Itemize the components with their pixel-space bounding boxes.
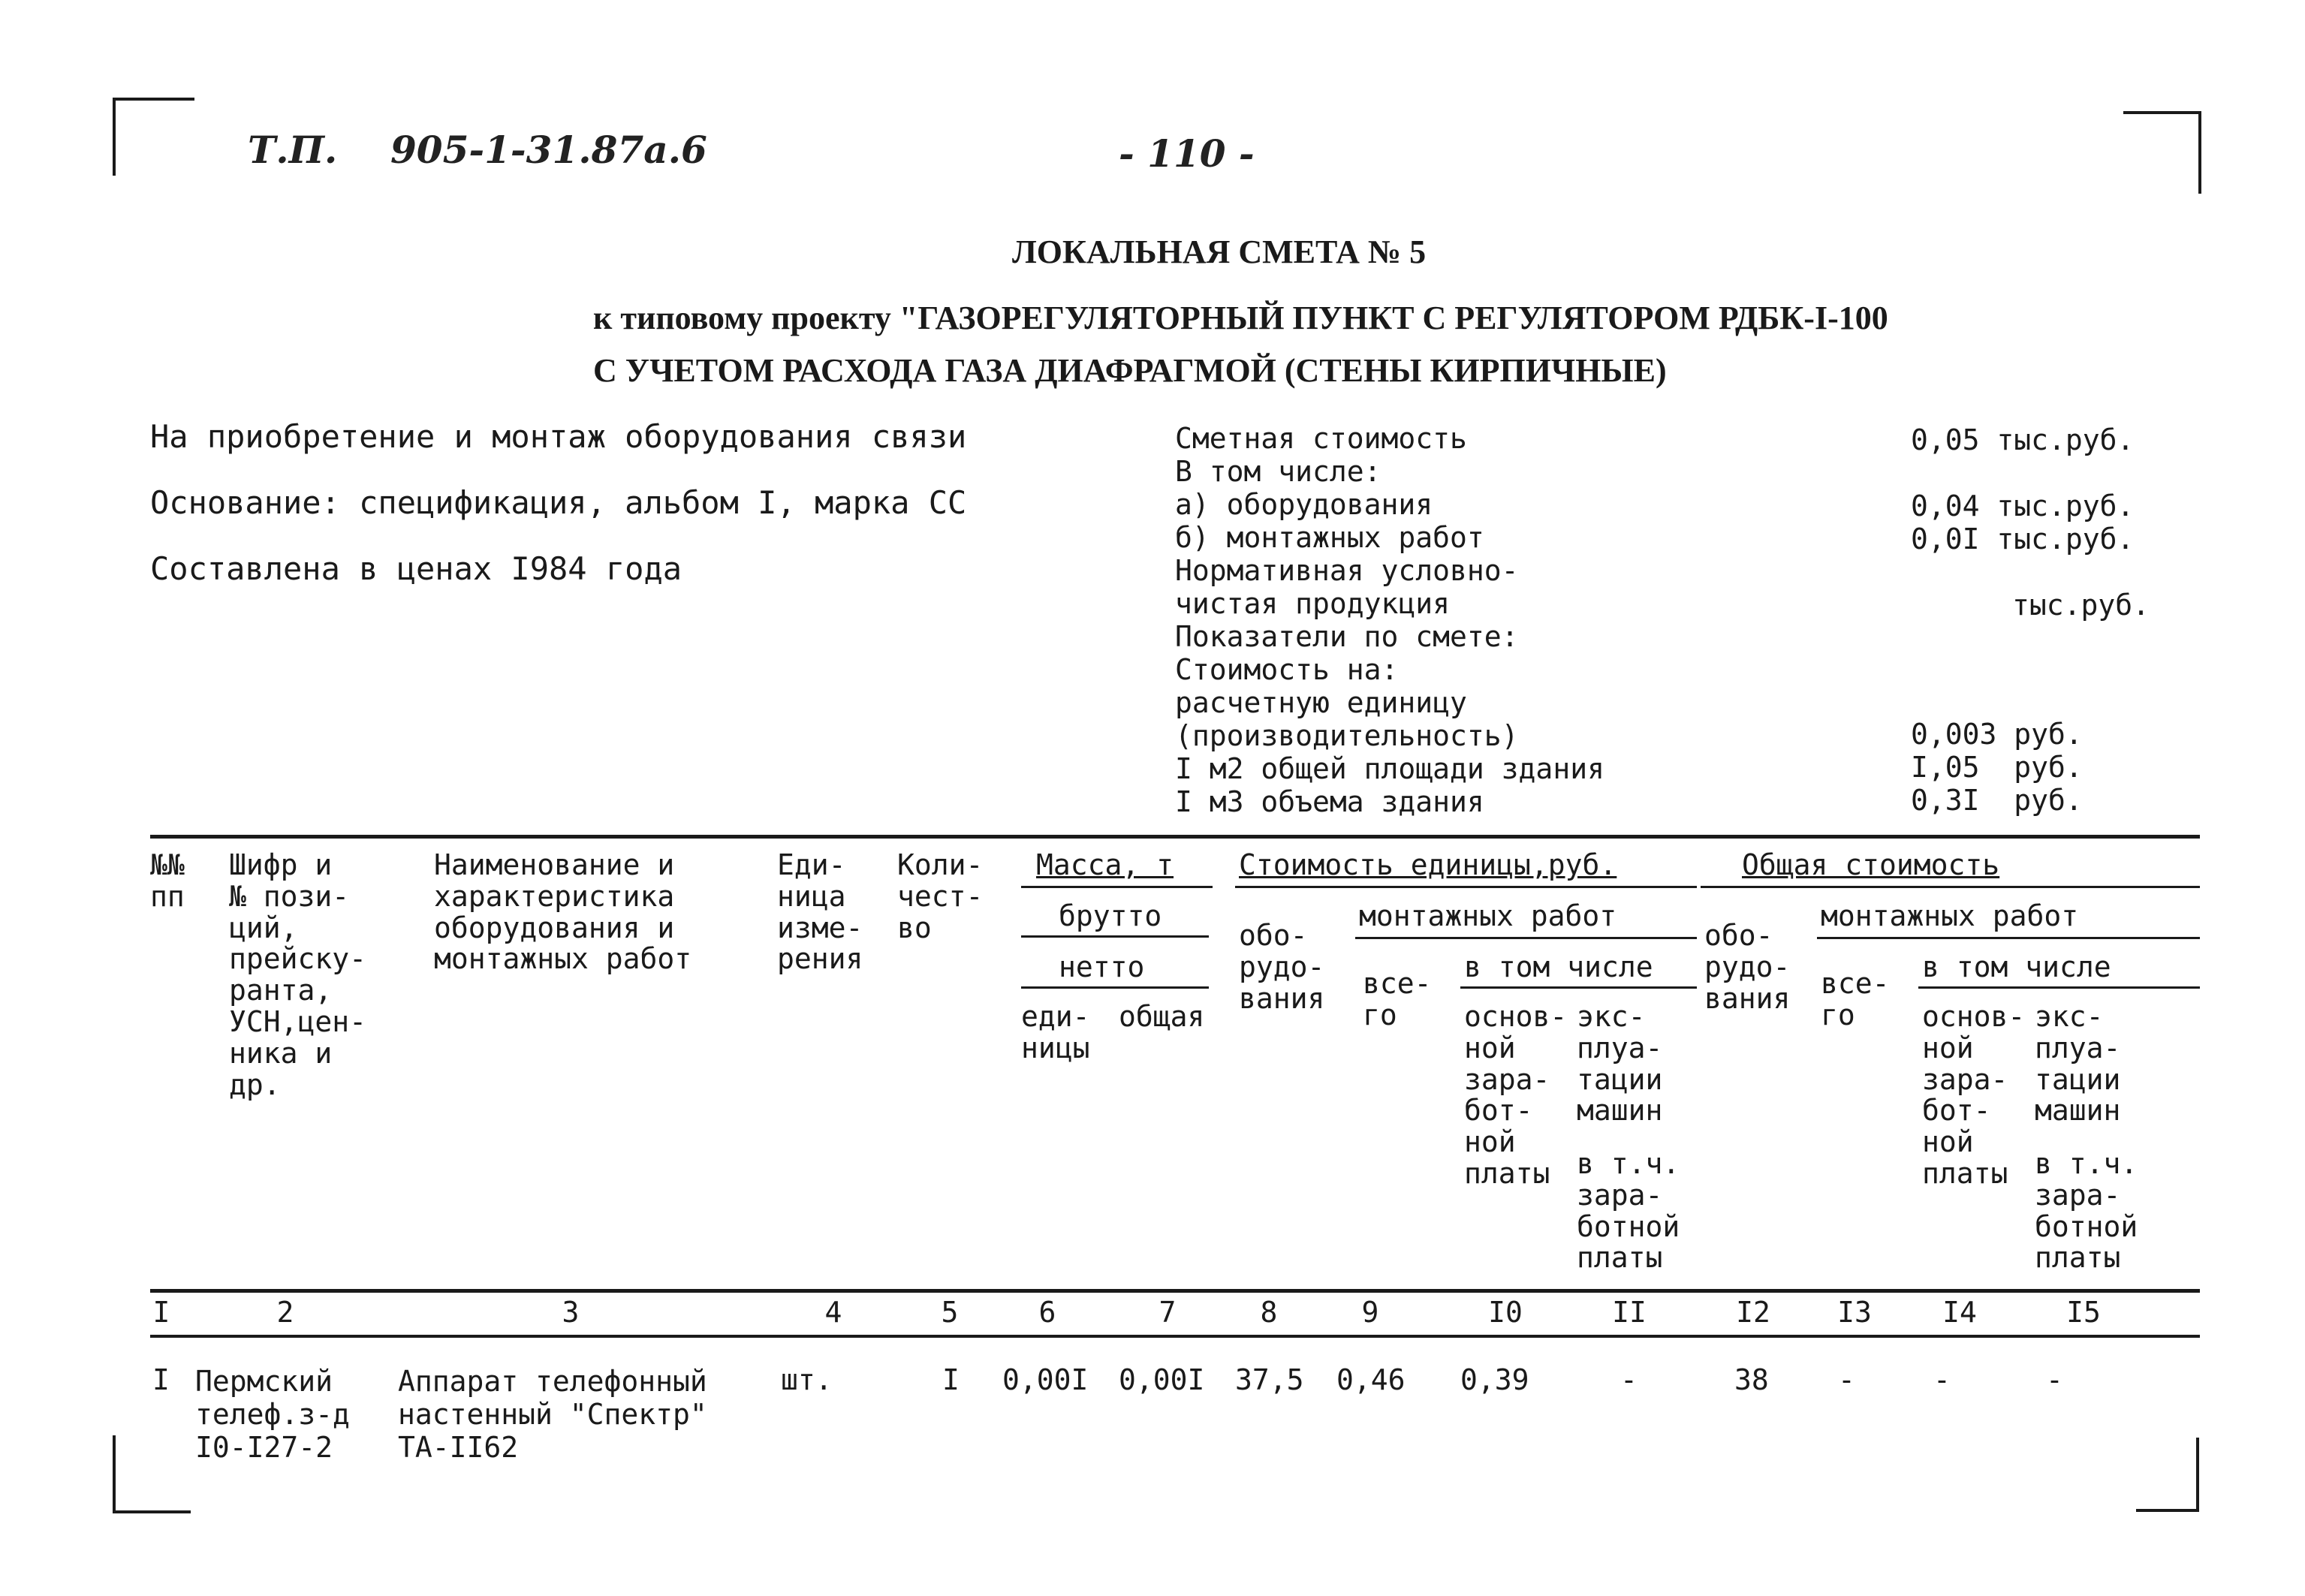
table-top-rule bbox=[150, 835, 2200, 839]
unit-label-2: (производительность) bbox=[1175, 719, 1519, 752]
col-number: I4 bbox=[1942, 1296, 1977, 1329]
page-number: - 110 - bbox=[1119, 131, 1255, 176]
header-col-3: Наименование и характеристика оборудования и монтажных работ bbox=[434, 848, 692, 976]
row-code-line-1: Пермский bbox=[195, 1365, 333, 1398]
row-unit: шт. bbox=[781, 1363, 833, 1396]
price-year-line: Составлена в ценах I984 года bbox=[150, 550, 682, 587]
row-code bbox=[195, 1365, 350, 1464]
row-code-line-3: I0-I27-2 bbox=[195, 1431, 333, 1464]
row-mass-unit: 0,00I bbox=[1002, 1363, 1089, 1396]
basis-line: Основание: спецификация, альбом I, марка СС bbox=[150, 484, 967, 521]
row-code-line-2: телеф.з-д bbox=[195, 1398, 350, 1431]
header-netto: нетто bbox=[1059, 950, 1145, 983]
header-col-4: Еди- ница изме- рения bbox=[777, 848, 863, 976]
col-number: II bbox=[1612, 1296, 1647, 1329]
row-col-11: - bbox=[1620, 1363, 1638, 1396]
subtitle-line-2: С УЧЕТОМ РАСХОДА ГАЗА ДИАФРАГМОЙ (СТЕНЫ КИРПИЧНЫЕ) bbox=[593, 352, 1667, 389]
col-number: I3 bbox=[1837, 1296, 1872, 1329]
col-number: 7 bbox=[1159, 1296, 1177, 1329]
overall-cost-rule bbox=[1701, 886, 2200, 888]
header-mount-works: монтажных работ bbox=[1359, 899, 1617, 932]
cost-label: Сметная стоимость bbox=[1175, 422, 1467, 455]
corner-mark-top-right bbox=[2123, 111, 2201, 194]
including-label: В том числе: bbox=[1175, 455, 1381, 488]
header-overall-exploit-wage: в т.ч. зара- ботной платы bbox=[2035, 1147, 2138, 1275]
incl-rule bbox=[1460, 986, 1697, 989]
header-overall-equip: обо- рудо- вания bbox=[1704, 919, 1791, 1015]
row-col-9: 0,46 bbox=[1336, 1363, 1406, 1396]
header-exploit-wage: в т.ч. зара- ботной платы bbox=[1577, 1147, 1680, 1275]
purpose-line: На приобретение и монтаж оборудования связи bbox=[150, 418, 967, 455]
unit-label-1: расчетную единицу bbox=[1175, 686, 1467, 719]
header-overall-exploit: экс- плуа- тации машин bbox=[2035, 1000, 2121, 1128]
row-mass-total: 0,00I bbox=[1119, 1363, 1205, 1396]
col-numbers-rule bbox=[150, 1335, 2200, 1338]
cost-per-label: Стоимость на: bbox=[1175, 653, 1399, 686]
corner-mark-top-left bbox=[113, 98, 194, 176]
row-col-10: 0,39 bbox=[1460, 1363, 1529, 1396]
col-number: 9 bbox=[1361, 1296, 1379, 1329]
equip-label: а) оборудования bbox=[1175, 488, 1433, 521]
header-unit-cost: Стоимость единицы,руб. bbox=[1239, 848, 1617, 881]
row-qty: I bbox=[942, 1363, 960, 1396]
row-col-13: - bbox=[1838, 1363, 1855, 1396]
col-number: 3 bbox=[562, 1296, 580, 1329]
overall-incl-rule bbox=[1918, 986, 2200, 989]
mount-value: 0,0I тыс.руб. bbox=[1911, 522, 2135, 556]
volume-value: 0,3I руб. bbox=[1911, 784, 2083, 817]
stamp-code: 905-1-31.87а.6 bbox=[390, 128, 707, 172]
header-basic-wage: основ- ной зара- бот- ной платы bbox=[1464, 1000, 1568, 1190]
col-number: 5 bbox=[941, 1296, 959, 1329]
mass-rule bbox=[1021, 886, 1213, 888]
row-number: I bbox=[152, 1363, 170, 1396]
row-col-8: 37,5 bbox=[1235, 1363, 1304, 1396]
header-equip: обо- рудо- вания bbox=[1239, 919, 1325, 1015]
col-number: I0 bbox=[1488, 1296, 1523, 1329]
header-col-1: №№ пп bbox=[150, 848, 185, 913]
col-number: 4 bbox=[824, 1296, 842, 1329]
unit-value: 0,003 руб. bbox=[1911, 718, 2083, 751]
summary-labels bbox=[1175, 422, 1604, 818]
row-col-14: - bbox=[1933, 1363, 1951, 1396]
header-col-2: Шифр и № пози- ций, прейску- ранта, УСН,цен- ника и др. bbox=[229, 848, 367, 1101]
norm-label-1: Нормативная условно- bbox=[1175, 554, 1519, 587]
page-title: ЛОКАЛЬНАЯ СМЕТА № 5 bbox=[1012, 233, 1427, 270]
header-total: все- го bbox=[1363, 967, 1432, 1031]
row-name bbox=[398, 1365, 707, 1464]
header-incl: в том числе bbox=[1464, 950, 1653, 983]
col-number: I bbox=[152, 1296, 170, 1329]
area-value: I,05 руб. bbox=[1911, 751, 2083, 784]
cost-value: 0,05 тыс.руб. bbox=[1911, 423, 2135, 456]
header-overall-cost: Общая стоимость bbox=[1742, 848, 2000, 881]
header-overall-basic-wage: основ- ной зара- бот- ной платы bbox=[1922, 1000, 2026, 1190]
mount-works-rule bbox=[1355, 937, 1697, 939]
equip-value: 0,04 тыс.руб. bbox=[1911, 489, 2135, 522]
row-name-line-2: настенный "Спектр" bbox=[398, 1398, 707, 1431]
row-name-line-1: Аппарат телефонный bbox=[398, 1365, 707, 1398]
row-name-line-3: ТА-II62 bbox=[398, 1431, 519, 1464]
mount-label: б) монтажных работ bbox=[1175, 521, 1484, 554]
col-number: 2 bbox=[276, 1296, 294, 1329]
header-mass: Масса, т bbox=[1036, 848, 1174, 881]
row-col-15: - bbox=[2046, 1363, 2063, 1396]
corner-mark-bottom-left bbox=[113, 1435, 191, 1513]
unit-cost-rule bbox=[1235, 886, 1697, 888]
indicators-label: Показатели по смете: bbox=[1175, 620, 1519, 653]
header-col-5: Коли- чест- во bbox=[897, 848, 984, 944]
header-overall-incl: в том числе bbox=[1922, 950, 2111, 983]
brutto-rule bbox=[1021, 935, 1209, 938]
corner-mark-bottom-right bbox=[2136, 1438, 2199, 1512]
volume-label: I м3 объема здания bbox=[1175, 785, 1484, 818]
col-number: I5 bbox=[2066, 1296, 2101, 1329]
norm-label-2: чистая продукция bbox=[1175, 587, 1451, 620]
header-mass-total: общая bbox=[1119, 1000, 1205, 1033]
col-number: 8 bbox=[1260, 1296, 1278, 1329]
col-number: I2 bbox=[1736, 1296, 1770, 1329]
netto-rule bbox=[1021, 986, 1209, 989]
area-label: I м2 общей площади здания bbox=[1175, 752, 1604, 785]
col-number: 6 bbox=[1038, 1296, 1056, 1329]
header-brutto: брутто bbox=[1059, 899, 1162, 932]
header-exploit: экс- плуа- тации машин bbox=[1577, 1000, 1663, 1128]
overall-mount-works-rule bbox=[1817, 937, 2200, 939]
header-overall-mount-works: монтажных работ bbox=[1821, 899, 2079, 932]
header-bottom-rule bbox=[150, 1289, 2200, 1293]
subtitle-line-1: к типовому проекту "ГАЗОРЕГУЛЯТОРНЫЙ ПУНКТ С РЕГУЛЯТОРОМ РДБК-I-100 bbox=[593, 300, 1888, 336]
header-overall-total: все- го bbox=[1821, 967, 1890, 1031]
norm-value: тыс.руб. bbox=[2012, 589, 2150, 622]
stamp-designation: Т.П. bbox=[248, 128, 338, 172]
row-col-12: 38 bbox=[1734, 1363, 1769, 1396]
header-mass-unit: еди- ницы bbox=[1021, 1000, 1090, 1065]
